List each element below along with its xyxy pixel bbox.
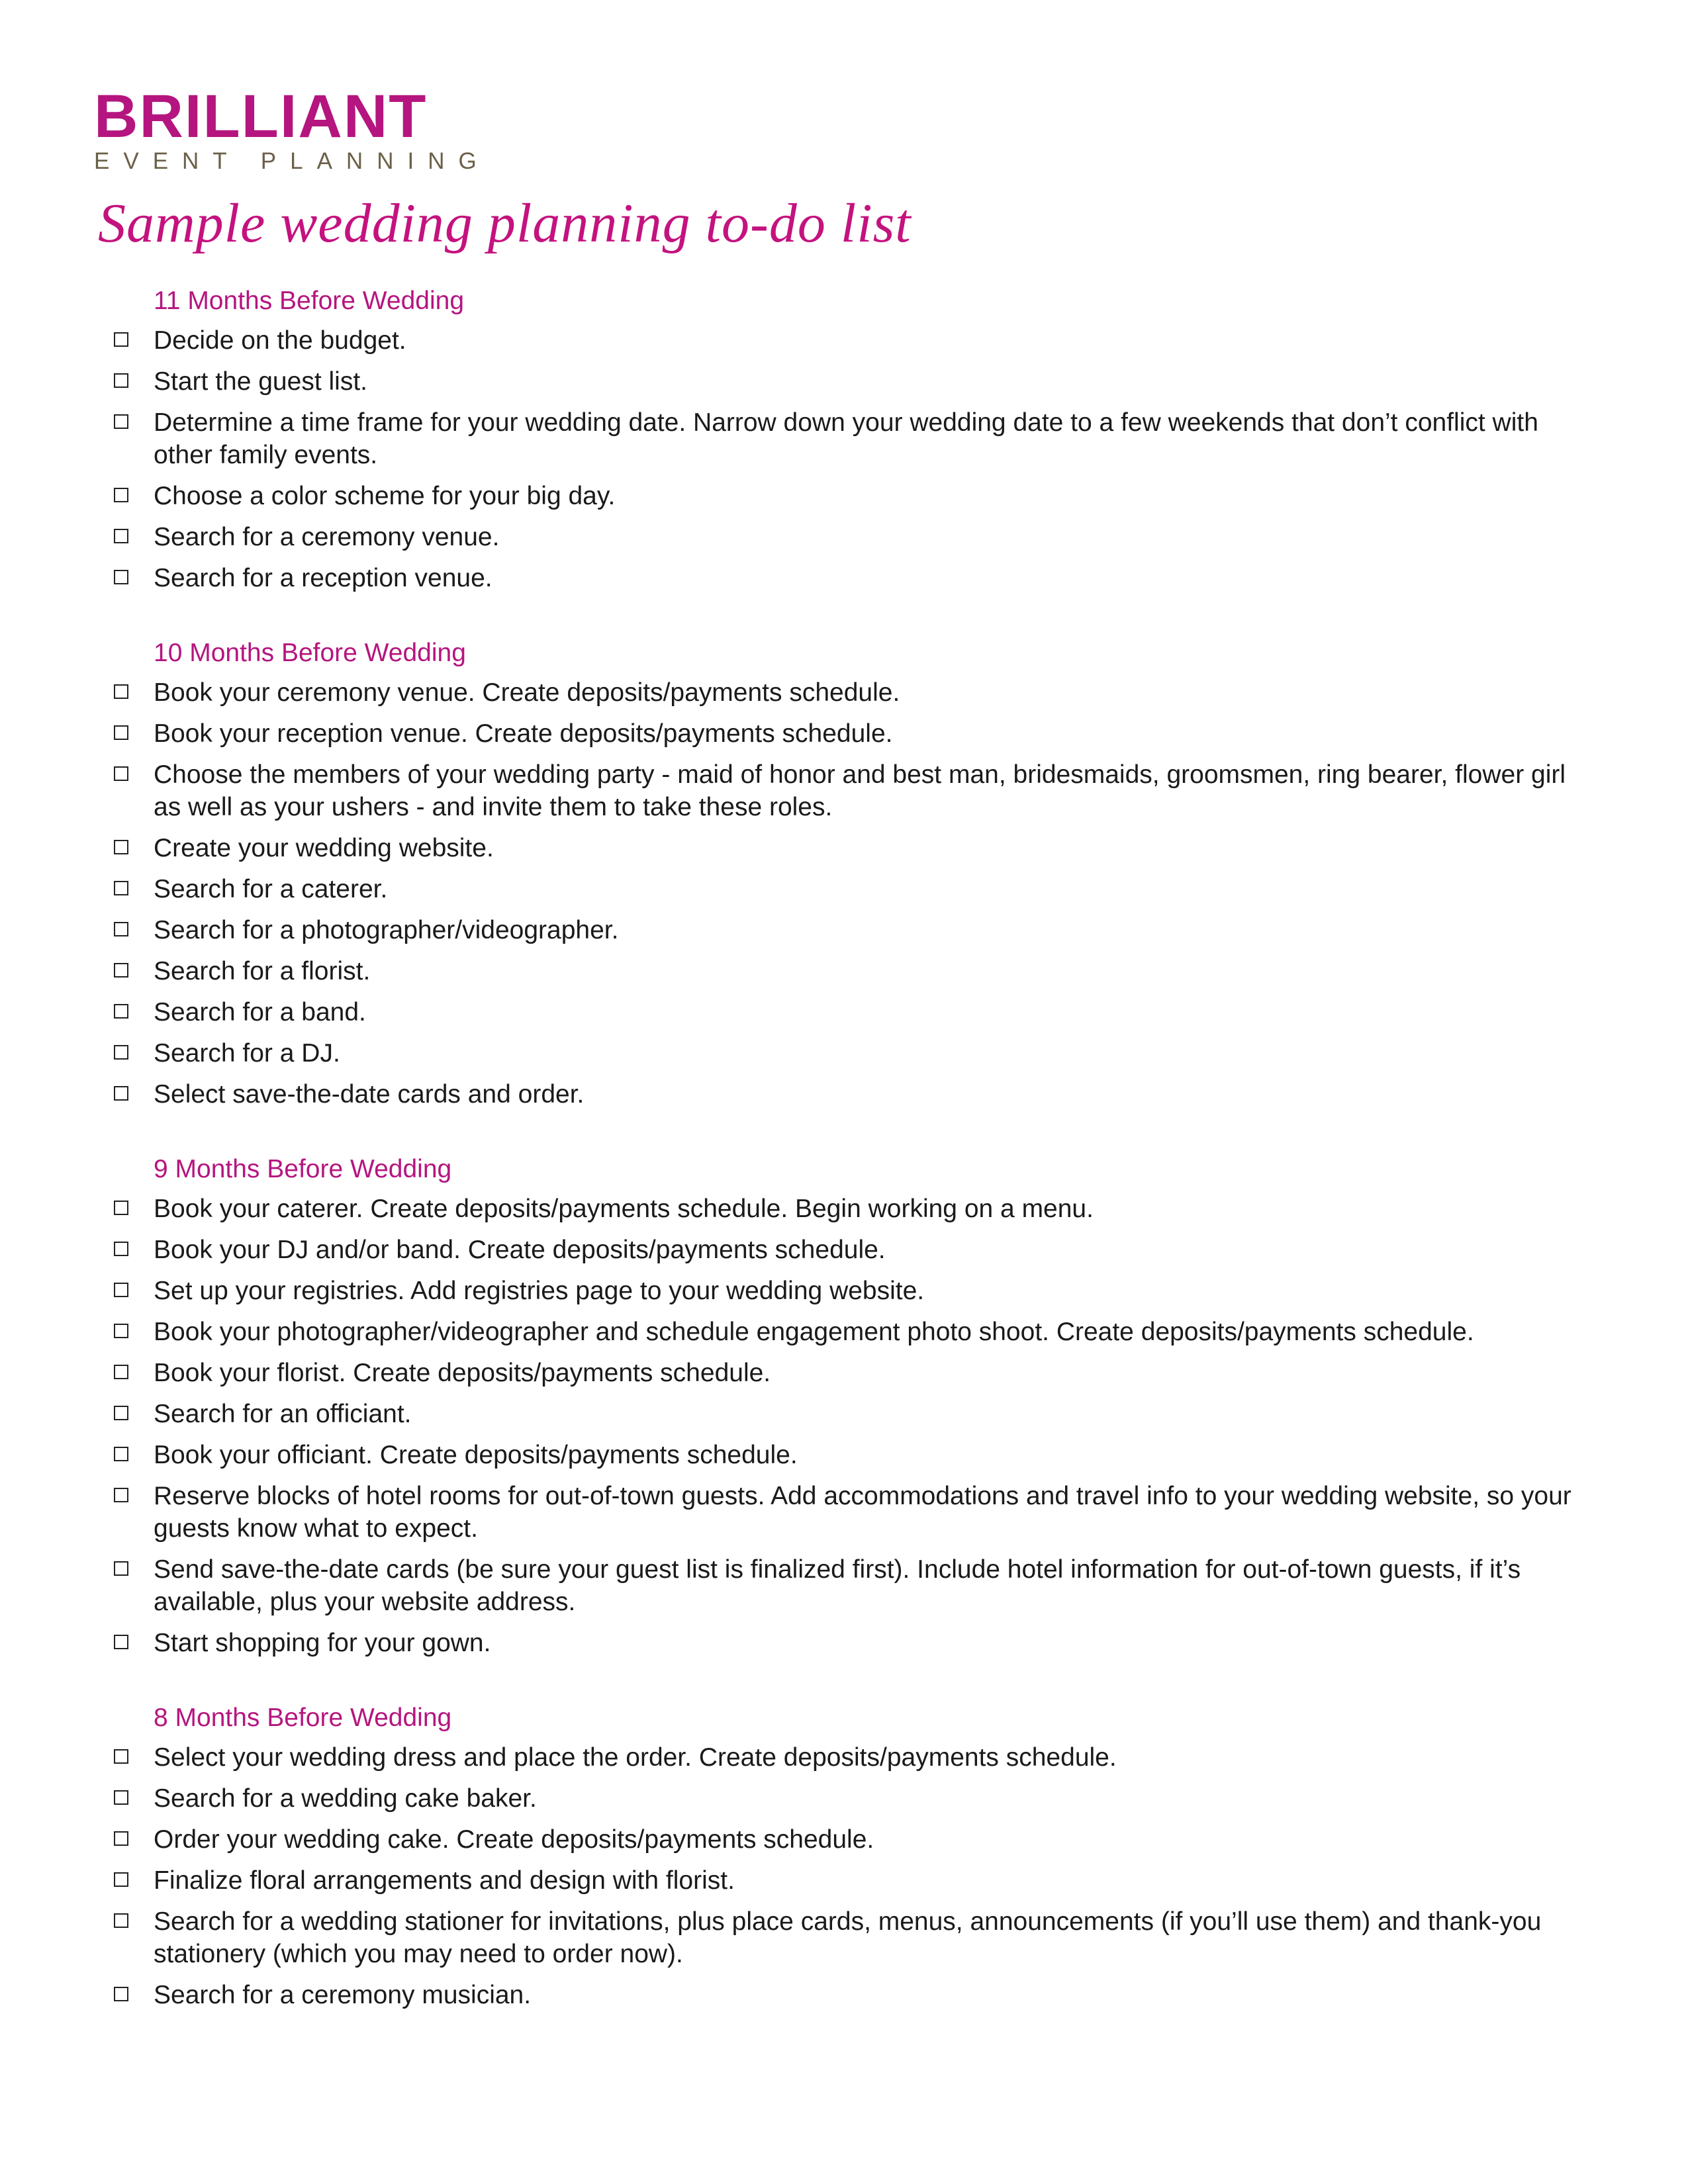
task-text: Start shopping for your gown. [154, 1629, 491, 1657]
checkbox-icon[interactable] [114, 570, 128, 584]
list-item [0, 1439, 1590, 1471]
checkbox-icon[interactable] [114, 1447, 128, 1461]
task-text: Choose a color scheme for your big day. [154, 482, 616, 510]
list-item [0, 1905, 1590, 1970]
checkbox-icon[interactable] [114, 488, 128, 502]
task-list [0, 324, 1688, 594]
list-item [0, 832, 1590, 864]
list-item [0, 1480, 1590, 1545]
list-item [0, 955, 1590, 987]
list-item [0, 1234, 1590, 1266]
task-text: Search for a caterer. [154, 875, 388, 903]
brand-logo [94, 83, 491, 175]
task-text: Select your wedding dress and place the order. Create deposits/payments schedule. [154, 1743, 1117, 1772]
list-item [0, 324, 1590, 357]
task-text: Start the guest list. [154, 367, 367, 396]
task-text: Determine a time frame for your wedding date. Narrow down your wedding date to a few weekends that don’t conflict with other family events. [154, 408, 1538, 469]
list-item [0, 1357, 1590, 1389]
task-text: Book your florist. Create deposits/payments schedule. [154, 1359, 771, 1387]
task-text: Search for a photographer/videographer. [154, 916, 619, 944]
task-text: Select save-the-date cards and order. [154, 1080, 585, 1109]
checkbox-icon[interactable] [114, 414, 128, 429]
task-text: Set up your registries. Add registries page to your wedding website. [154, 1277, 925, 1305]
task-text: Choose the members of your wedding party - maid of honor and best man, bridesmaids, groomsmen, ring bearer, flower girl as well as your ushers - and invite them to take these roles. [154, 760, 1566, 821]
checkbox-icon[interactable] [114, 529, 128, 543]
list-item [0, 873, 1590, 905]
checkbox-icon[interactable] [114, 1201, 128, 1215]
list-item [0, 1627, 1590, 1659]
checkbox-icon[interactable] [114, 1561, 128, 1576]
checkbox-icon[interactable] [114, 1987, 128, 2001]
task-text: Search for a wedding cake baker. [154, 1784, 537, 1813]
task-text: Book your reception venue. Create deposits/payments schedule. [154, 719, 893, 748]
list-item [0, 1782, 1590, 1815]
checkbox-icon[interactable] [114, 1790, 128, 1805]
task-text: Search for a DJ. [154, 1039, 340, 1068]
task-list [0, 1741, 1688, 2011]
checkbox-icon[interactable] [114, 332, 128, 347]
checklist-section [0, 1152, 1688, 1659]
task-text: Reserve blocks of hotel rooms for out-of-town guests. Add accommodations and travel info to your wedding website, so your guests know what to expect. [154, 1482, 1571, 1543]
checklist-content [0, 283, 1688, 2052]
checkbox-icon[interactable] [114, 373, 128, 388]
list-item [0, 365, 1590, 398]
checkbox-icon[interactable] [114, 1488, 128, 1502]
checkbox-icon[interactable] [114, 1635, 128, 1649]
task-list [0, 1193, 1688, 1659]
checkbox-icon[interactable] [114, 840, 128, 854]
list-item [0, 480, 1590, 512]
brand-name: BRILLIANT [94, 83, 428, 150]
list-item [0, 1823, 1590, 1856]
checkbox-icon[interactable] [114, 881, 128, 895]
list-item [0, 562, 1590, 594]
section-heading: 10 Months Before Wedding [154, 639, 466, 667]
task-text: Book your photographer/videographer and schedule engagement photo shoot. Create deposits/payments schedule. [154, 1318, 1474, 1346]
list-item [0, 1275, 1590, 1307]
checkbox-icon[interactable] [114, 1831, 128, 1846]
task-text: Search for a reception venue. [154, 564, 492, 592]
task-text: Search for a ceremony venue. [154, 523, 500, 551]
task-text: Search for a florist. [154, 957, 371, 985]
section-heading: 11 Months Before Wedding [154, 287, 465, 315]
task-text: Search for an officiant. [154, 1400, 412, 1428]
task-text: Finalize floral arrangements and design with florist. [154, 1866, 735, 1895]
list-item [0, 1193, 1590, 1225]
checkbox-icon[interactable] [114, 922, 128, 936]
task-text: Send save-the-date cards (be sure your guest list is finalized first). Include hotel information for out-of-town guests, if it’s available, plus your website address. [154, 1555, 1521, 1616]
task-text: Search for a ceremony musician. [154, 1981, 532, 2009]
brand-tagline: EVENT PLANNING [94, 148, 491, 174]
list-item [0, 676, 1590, 709]
checkbox-icon[interactable] [114, 1283, 128, 1297]
list-item [0, 521, 1590, 553]
list-item [0, 1037, 1590, 1069]
checkbox-icon[interactable] [114, 1242, 128, 1256]
list-item [0, 1398, 1590, 1430]
task-text: Decide on the budget. [154, 326, 406, 355]
task-text: Book your officiant. Create deposits/payments schedule. [154, 1441, 798, 1469]
list-item [0, 1741, 1590, 1774]
task-text: Search for a wedding stationer for invitations, plus place cards, menus, announcements (if you’ll use them) and thank-you stationery (which you may need to order now). [154, 1907, 1542, 1968]
task-list [0, 676, 1688, 1111]
checkbox-icon[interactable] [114, 1749, 128, 1764]
list-item [0, 1316, 1590, 1348]
checkbox-icon[interactable] [114, 1406, 128, 1420]
task-text: Book your caterer. Create deposits/payments schedule. Begin working on a menu. [154, 1195, 1094, 1223]
task-text: Create your wedding website. [154, 834, 494, 862]
checkbox-icon[interactable] [114, 766, 128, 781]
list-item [0, 758, 1590, 823]
list-item [0, 914, 1590, 946]
checkbox-icon[interactable] [114, 1913, 128, 1928]
checkbox-icon[interactable] [114, 963, 128, 978]
checklist-section [0, 283, 1688, 594]
list-item [0, 1553, 1590, 1618]
checkbox-icon[interactable] [114, 725, 128, 740]
checkbox-icon[interactable] [114, 1365, 128, 1379]
list-item [0, 1979, 1590, 2011]
checkbox-icon[interactable] [114, 1872, 128, 1887]
checkbox-icon[interactable] [114, 1045, 128, 1060]
list-item [0, 1078, 1590, 1111]
section-heading: 9 Months Before Wedding [154, 1155, 452, 1183]
page-title: Sample wedding planning to-do list [98, 193, 912, 254]
list-item [0, 1864, 1590, 1897]
checklist-section [0, 635, 1688, 1111]
task-text: Search for a band. [154, 998, 366, 1026]
task-text: Book your ceremony venue. Create deposits/payments schedule. [154, 678, 900, 707]
checkbox-icon[interactable] [114, 1324, 128, 1338]
list-item [0, 996, 1590, 1028]
section-heading: 8 Months Before Wedding [154, 1704, 452, 1732]
checkbox-icon[interactable] [114, 684, 128, 699]
list-item [0, 406, 1590, 471]
checkbox-icon[interactable] [114, 1004, 128, 1019]
task-text: Book your DJ and/or band. Create deposits/payments schedule. [154, 1236, 886, 1264]
list-item [0, 717, 1590, 750]
checklist-section [0, 1700, 1688, 2011]
checkbox-icon[interactable] [114, 1086, 128, 1101]
task-text: Order your wedding cake. Create deposits/payments schedule. [154, 1825, 874, 1854]
